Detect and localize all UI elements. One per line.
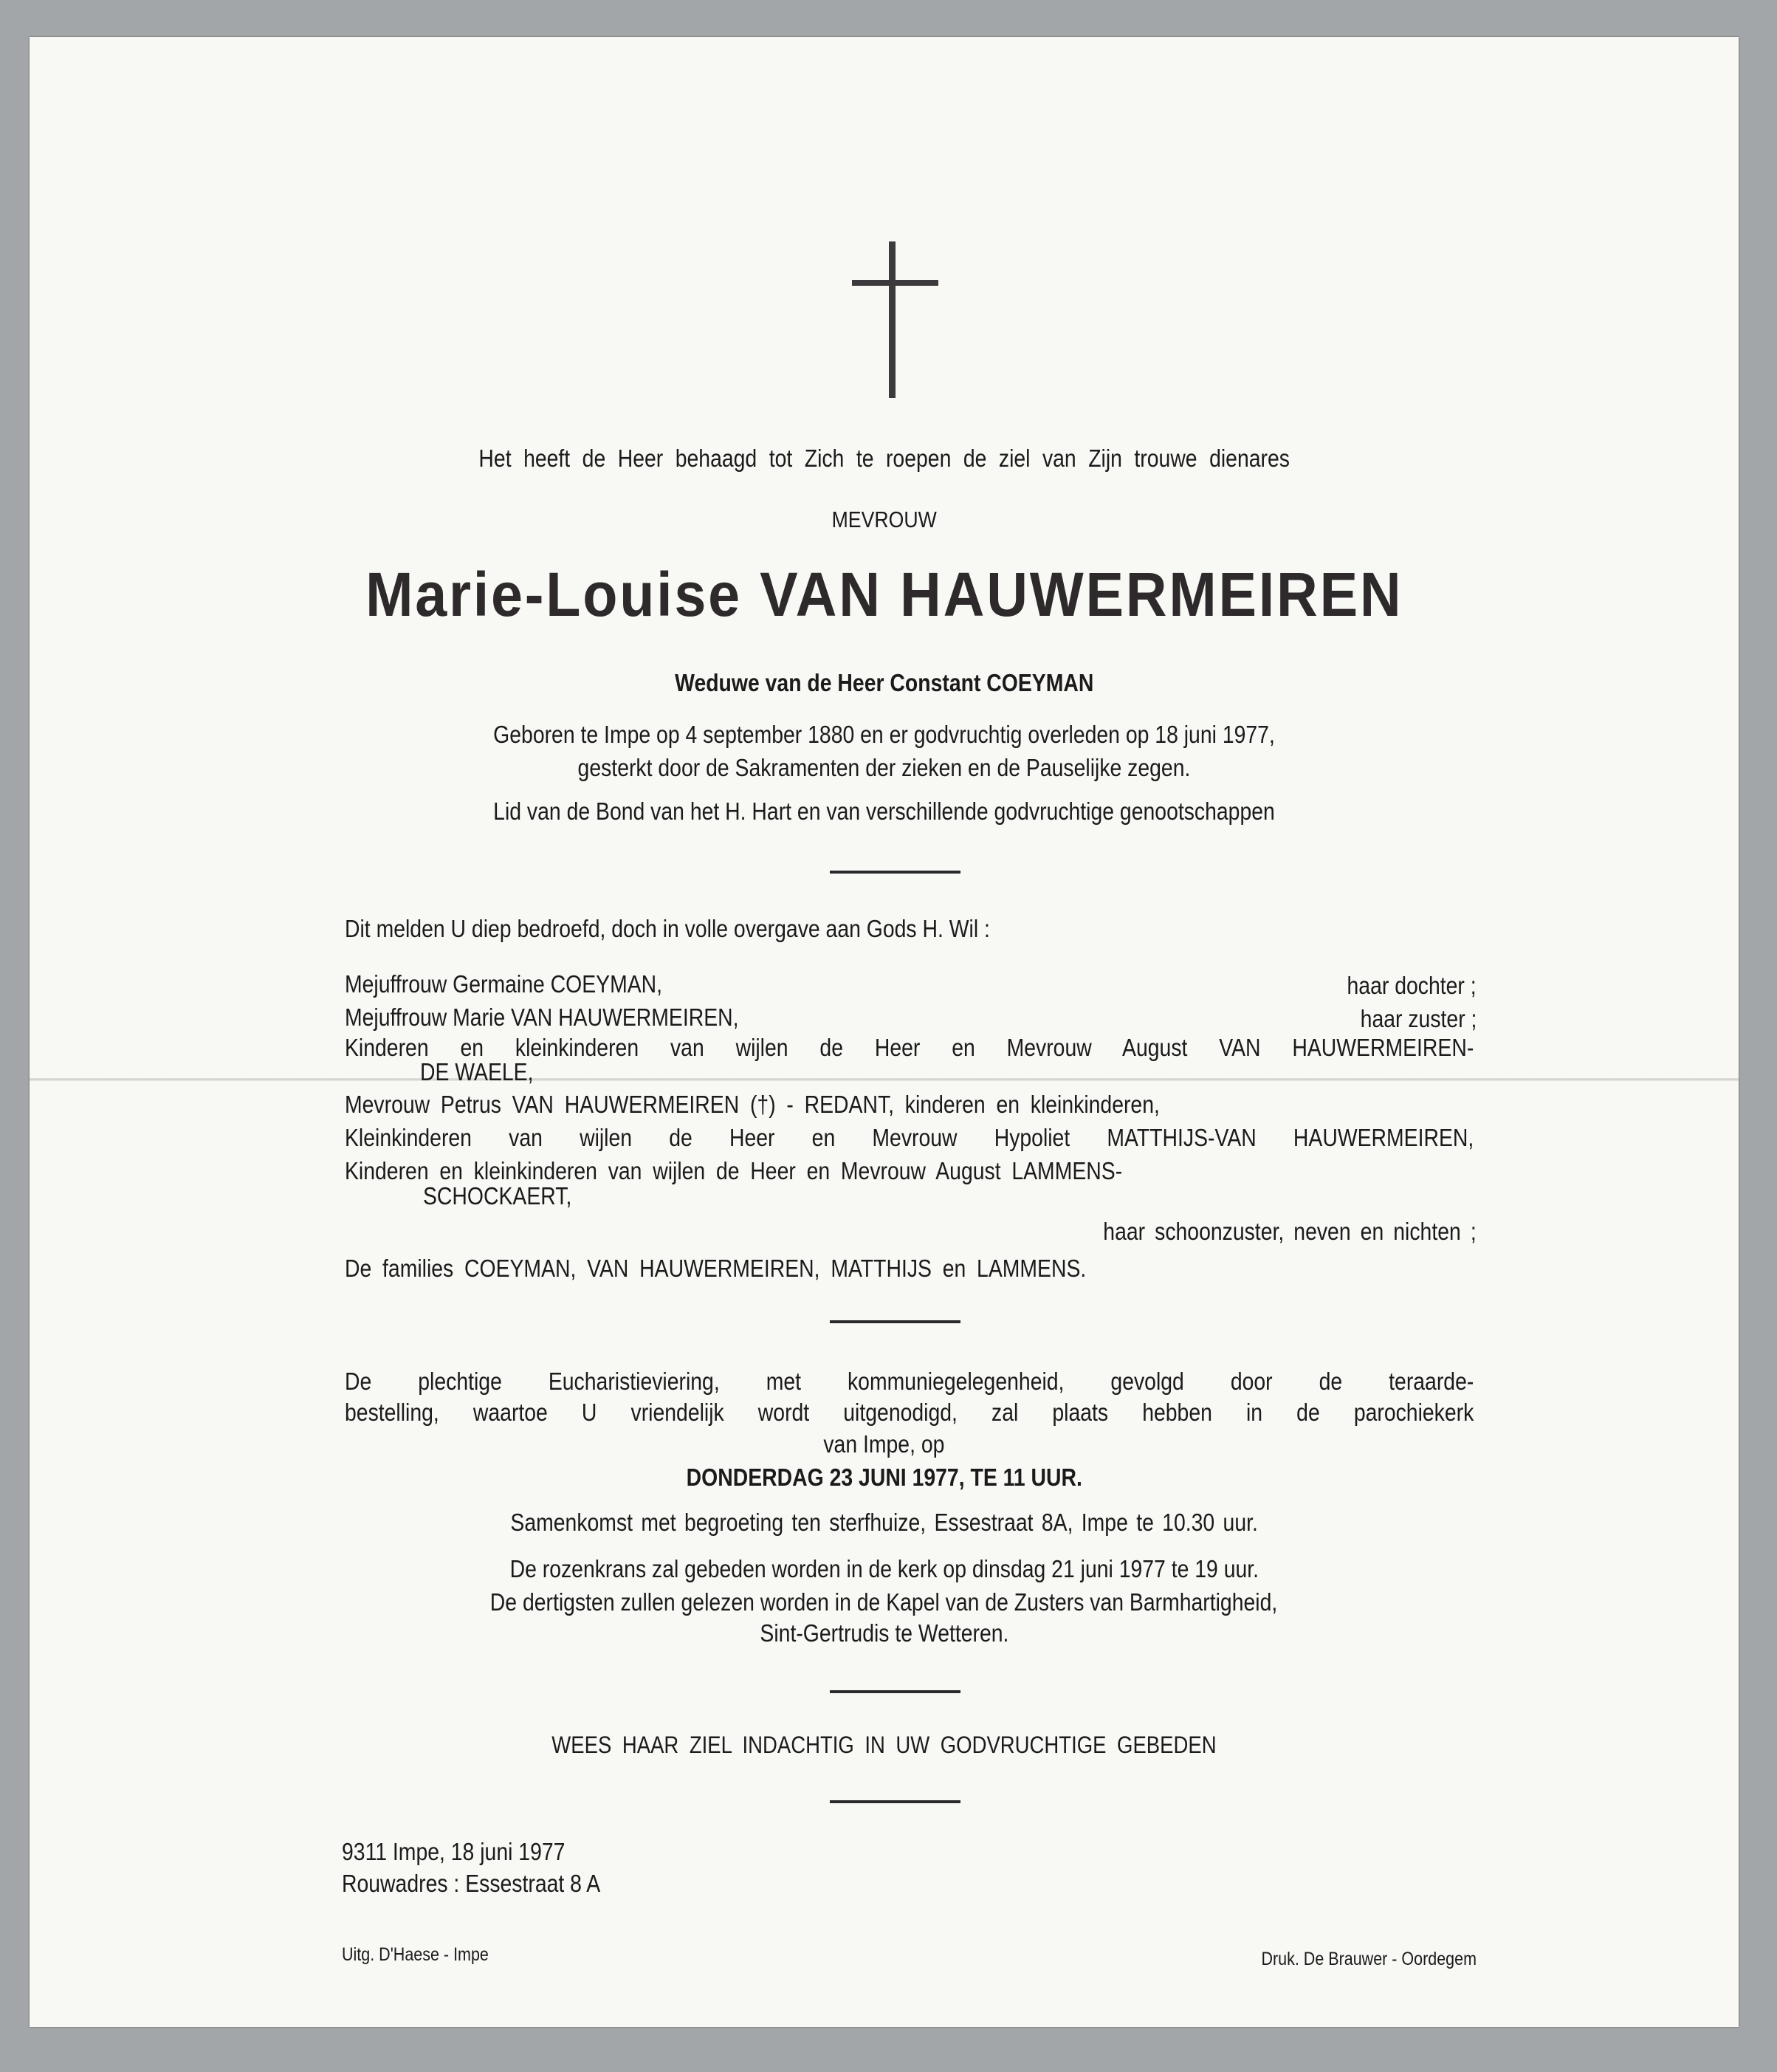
publisher-text: Uitg. D'Haese - Impe — [342, 1944, 489, 1965]
rosary-text: De rozenkrans zal gebeden worden in de kerk op dinsdag 21 juni 1977 te 19 uur. — [509, 1555, 1259, 1582]
publisher — [342, 1940, 512, 1969]
gathering-text: Samenkomst met begroeting ten sterfhuize, Essestraat 8A, Impe te 10.30 uur. — [510, 1509, 1258, 1536]
cross-vertical-bar — [889, 241, 896, 398]
rosary-line — [30, 1554, 1739, 1584]
deceased-name-text: Marie-Louise VAN HAUWERMEIREN — [365, 560, 1403, 629]
intro-text: Het heeft de Heer behaagd tot Zich te roepen de ziel van Zijn trouwe dienares — [478, 445, 1290, 472]
funeral-line-2 — [345, 1398, 1477, 1427]
prayer-text: WEES HAAR ZIEL INDACHTIG IN UW GODVRUCHTIGE GEBEDEN — [551, 1732, 1217, 1758]
funeral-line-3 — [30, 1430, 1739, 1459]
relative-text: Mejuffrouw Marie VAN HAUWERMEIREN, — [345, 1004, 739, 1031]
funeral-text-2: bestelling, waartoe U vriendelijk wordt uitgenodigd, zal plaats hebben in de parochiekerk — [345, 1399, 1474, 1426]
relative-text: Kinderen en kleinkinderen van wijlen de Heer en Mevrouw August VAN HAUWERMEIREN- — [345, 1034, 1474, 1061]
born-died-text-2: gesterkt door de Sakramenten der zieken en de Pauselijke zegen. — [577, 754, 1191, 781]
divider-4 — [830, 1800, 960, 1803]
prayer-line — [30, 1730, 1739, 1760]
relative-line — [345, 970, 714, 999]
divider-1 — [830, 871, 960, 874]
group-relation-text: haar schoonzuster, neven en nichten ; — [1103, 1218, 1477, 1245]
mourning-address — [342, 1869, 642, 1898]
relative-relation — [1326, 971, 1477, 1001]
membership-line — [30, 797, 1739, 826]
relative-text: Mevrouw Petrus VAN HAUWERMEIREN (†) - REDANT, kinderen en kleinkinderen, — [345, 1091, 1160, 1118]
born-died-text-1: Geboren te Impe op 4 september 1880 en er godvruchtig overleden op 18 juni 1977, — [493, 721, 1275, 748]
widow-of-text: Weduwe van de Heer Constant COEYMAN — [674, 669, 1094, 696]
masses-line-2 — [30, 1619, 1739, 1648]
families-text: De families COEYMAN, VAN HAUWERMEIREN, MATTHIJS en LAMMENS. — [345, 1255, 1087, 1282]
divider-3 — [830, 1690, 960, 1693]
continuation-text: DE WAELE, — [420, 1058, 534, 1085]
title-prefix — [30, 505, 1739, 535]
funeral-line-1 — [345, 1367, 1477, 1396]
deceased-name — [30, 559, 1739, 630]
families-line — [345, 1254, 1207, 1283]
funeral-date-time-text: DONDERDAG 23 JUNI 1977, TE 11 UUR. — [686, 1464, 1082, 1491]
funeral-text-1: De plechtige Eucharistieviering, met kommuniegelegenheid, gevolgd door de teraarde- — [345, 1368, 1474, 1395]
announcement-intro — [345, 914, 1095, 944]
relation-text: haar zuster ; — [1360, 1005, 1477, 1032]
printer — [1226, 1944, 1477, 1974]
continuation-text: SCHOCKAERT, — [423, 1182, 572, 1210]
widow-of — [30, 668, 1739, 698]
cross-horizontal-bar — [852, 280, 938, 286]
masses-text-2: Sint-Gertrudis te Wetteren. — [759, 1619, 1009, 1647]
born-died-line-2 — [30, 753, 1739, 783]
fold-crease — [30, 1078, 1739, 1081]
masses-line-1 — [30, 1588, 1739, 1617]
divider-2 — [830, 1320, 960, 1323]
announcement-intro-text: Dit melden U diep bedroefd, doch in volle overgave aan Gods H. Wil : — [345, 915, 990, 942]
group-relation — [1042, 1217, 1477, 1246]
relative-line — [345, 1003, 802, 1032]
relative-continuation — [423, 1181, 596, 1211]
relation-text: haar dochter ; — [1347, 972, 1477, 999]
title-prefix-text: MEVROUW — [831, 507, 937, 532]
masses-text-1: De dertigsten zullen gelezen worden in de Kapel van de Zusters van Barmhartigheid, — [490, 1588, 1278, 1616]
intro-line — [30, 444, 1739, 473]
funeral-text-3: van Impe, op — [823, 1430, 945, 1458]
relative-text: Mejuffrouw Germaine COEYMAN, — [345, 970, 663, 998]
relative-line — [345, 1090, 1293, 1119]
relative-continuation — [420, 1057, 552, 1087]
relative-text: Kleinkinderen van wijlen de Heer en Mevrouw Hypoliet MATTHIJS-VAN HAUWERMEIREN, — [345, 1124, 1474, 1151]
mourning-address-text: Rouwadres : Essestraat 8 A — [342, 1870, 601, 1897]
relative-text: Kinderen en kleinkinderen van wijlen de Heer en Mevrouw August LAMMENS- — [345, 1157, 1123, 1184]
born-died-line-1 — [30, 720, 1739, 749]
funeral-date-time — [30, 1463, 1739, 1492]
relative-line — [345, 1123, 1477, 1153]
place-date-text: 9311 Impe, 18 juni 1977 — [342, 1838, 566, 1865]
mourning-card — [30, 37, 1739, 2027]
place-date — [342, 1837, 602, 1867]
relative-relation — [1341, 1004, 1477, 1034]
membership-text: Lid van de Bond van het H. Hart en van verschillende godvruchtige genootschappen — [493, 797, 1275, 825]
printer-text: Druk. De Brauwer - Oordegem — [1261, 1949, 1477, 1969]
gathering-line — [30, 1508, 1739, 1537]
